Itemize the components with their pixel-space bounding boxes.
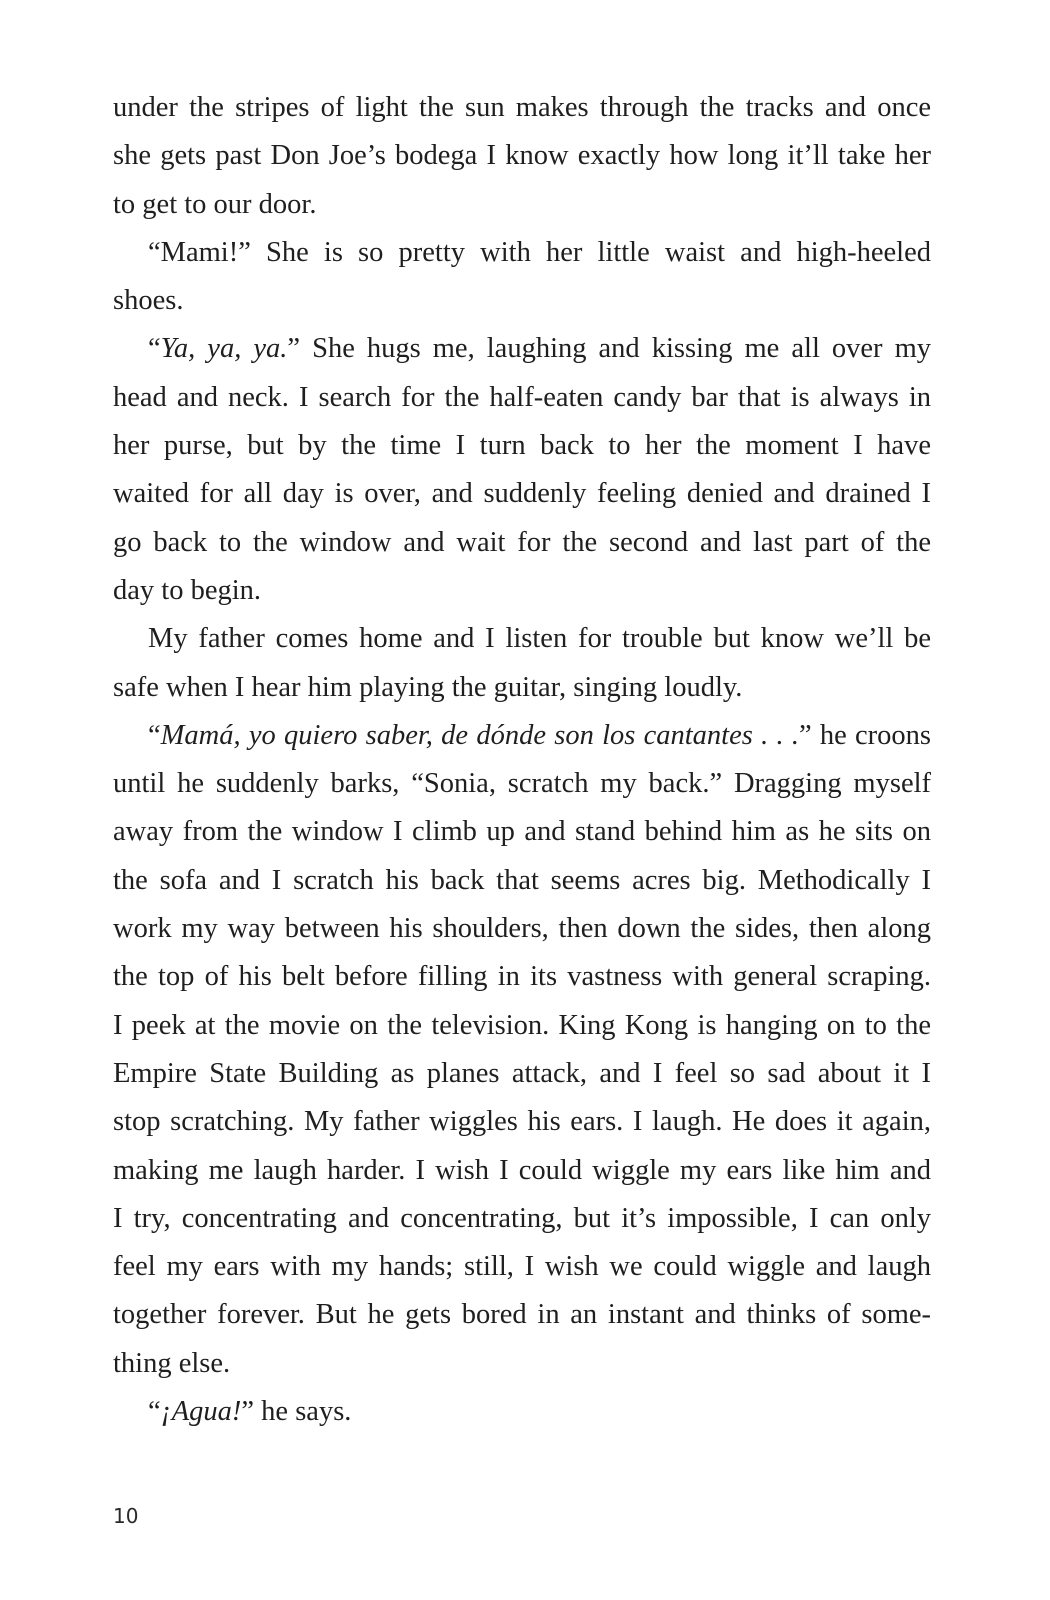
text-line (113, 567, 931, 615)
text-line (113, 374, 931, 422)
italic-run: Mamá, yo quiero saber, de dónde son los cantantes . . . (160, 719, 799, 751)
text-run: until he suddenly barks, “Sonia, scratch my back.” Dragging myself (113, 768, 931, 800)
text-run: ” he says. (241, 1396, 352, 1428)
text-run: I try, concentrating and concentrating, but it’s impossible, I can only (113, 1202, 931, 1234)
text-line (113, 808, 931, 856)
text-run: “ (148, 719, 161, 751)
text-run: work my way between his shoulders, then down the sides, then along (113, 913, 931, 945)
text-run: My father comes home and I listen for trouble but know we’ll be (148, 623, 931, 655)
text-run: “ (148, 1396, 161, 1428)
text-line (113, 1243, 931, 1291)
text-line (113, 519, 931, 567)
text-line (113, 181, 931, 229)
text-run: go back to the window and wait for the second and last part of the (113, 526, 931, 558)
text-run: her purse, but by the time I turn back to her the moment I have (113, 430, 931, 462)
text-line (113, 84, 931, 132)
text-run: making me laugh harder. I wish I could wiggle my ears like him and (113, 1154, 931, 1186)
text-run: under the stripes of light the sun makes through the tracks and once (113, 92, 931, 123)
text-run: together forever. But he gets bored in an instant and thinks of some- (113, 1299, 931, 1331)
text-run: to get to our door. (113, 188, 317, 220)
text-run: safe when I hear him playing the guitar, singing loudly. (113, 671, 743, 703)
text-line (113, 1147, 931, 1195)
text-line (113, 760, 931, 808)
text-line (113, 277, 931, 325)
text-run: the top of his belt before filling in its vastness with general scraping. (113, 961, 931, 993)
text-run: ” he croons (798, 719, 932, 751)
text-run: away from the window I climb up and stand behind him as he sits on (113, 816, 931, 848)
body-text (113, 84, 931, 1436)
italic-run: Ya, ya, ya. (160, 333, 288, 365)
paragraph (113, 84, 931, 229)
text-run: I peek at the movie on the television. King Kong is hanging on to the (113, 1009, 931, 1041)
text-line (113, 1291, 931, 1339)
text-run: shoes. (113, 285, 184, 317)
text-line (113, 325, 931, 373)
text-run: stop scratching. My father wiggles his ears. I laugh. He does it again, (113, 1106, 931, 1138)
text-run: waited for all day is over, and suddenly feeling denied and drained I (113, 478, 931, 510)
text-run: day to begin. (113, 574, 262, 606)
text-line (113, 905, 931, 953)
text-line (113, 470, 931, 518)
text-line (113, 422, 931, 470)
page-number: 10 (113, 1504, 139, 1528)
text-line (113, 1098, 931, 1146)
text-line (113, 712, 931, 760)
text-line (113, 132, 931, 180)
text-run: thing else. (113, 1347, 231, 1379)
text-run: “ (148, 333, 161, 365)
text-run: “Mami!” She is so pretty with her little waist and high-heeled (148, 236, 931, 268)
paragraph (113, 325, 931, 615)
text-run: head and neck. I search for the half-eaten candy bar that is always in (113, 381, 931, 413)
text-line (113, 857, 931, 905)
text-line (113, 1388, 931, 1436)
text-line (113, 615, 931, 663)
paragraph (113, 1388, 931, 1436)
paragraph (113, 229, 931, 326)
text-line (113, 953, 931, 1001)
text-run: feel my ears with my hands; still, I wish we could wiggle and laugh (113, 1251, 931, 1283)
text-line (113, 664, 931, 712)
text-line (113, 1050, 931, 1098)
text-run: the sofa and I scratch his back that seems acres big. Methodically I (113, 864, 931, 896)
text-line (113, 1340, 931, 1388)
paragraph (113, 615, 931, 712)
paragraph (113, 712, 931, 1388)
italic-run: ¡Agua! (160, 1396, 242, 1428)
text-line (113, 229, 931, 277)
text-line (113, 1195, 931, 1243)
text-line (113, 1002, 931, 1050)
text-run: ” She hugs me, laughing and kissing me all over my (287, 333, 931, 365)
text-run: she gets past Don Joe’s bodega I know exactly how long it’ll take her (113, 140, 931, 172)
text-run: Empire State Building as planes attack, and I feel so sad about it I (113, 1057, 931, 1089)
